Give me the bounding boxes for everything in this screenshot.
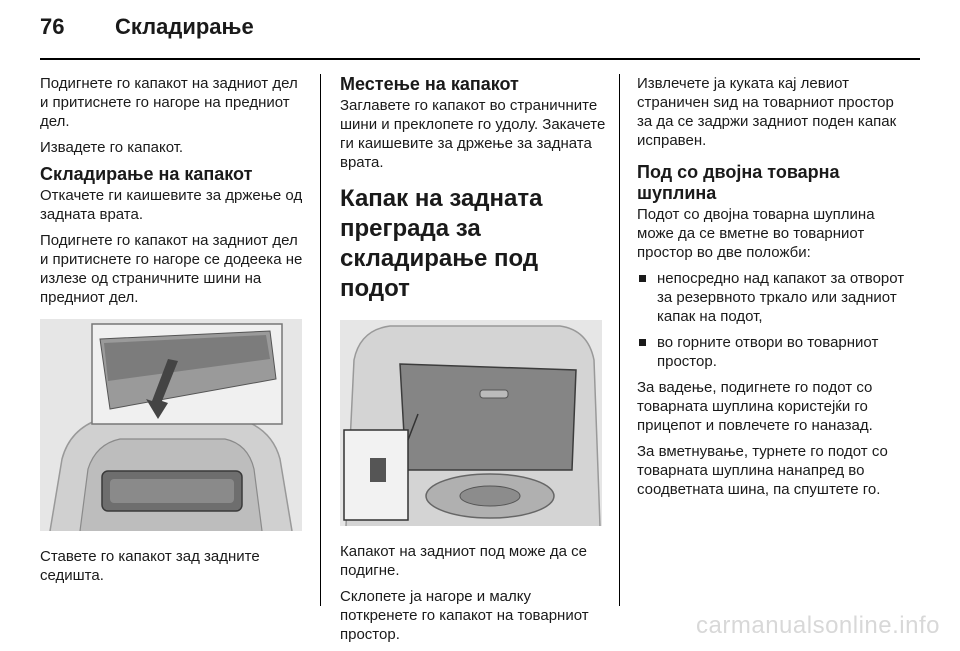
paragraph: За вадење, подигнете го подот со товарната шуплина користејќи го прицепот и повлечете го наназад. <box>637 379 873 434</box>
page-number: 76 <box>40 14 65 39</box>
paragraph: Склопете ја нагоре и малку поткренете го капакот на товарниот простор. <box>340 588 589 643</box>
page-header <box>40 14 920 48</box>
section-heading: Под со двојна товарна шуплина <box>637 162 840 203</box>
section-heading: Складирање на капакот <box>40 164 253 184</box>
list-item: во горните отвори во товарниот простор. <box>637 333 907 371</box>
column-2 <box>340 74 608 651</box>
paragraph: За вметнување, турнете го подот со товарната шуплина нанапред во соодветната шина, па спуштете го. <box>637 443 888 498</box>
header-rule <box>40 58 920 60</box>
cargo-cover-illustration <box>40 319 302 531</box>
paragraph: Ставете го капакот зад задните седишта. <box>40 548 260 584</box>
paragraph: Подигнете го капакот на задниот дел и притиснете го нагоре се додеека не излезе од страничните шини на предниот дел. <box>40 232 303 306</box>
paragraph: Извлечете ја куката кај левиот страничен ѕид на товарниот простор за да се задржи задниот поден капак исправен. <box>637 75 897 149</box>
paragraph: Капакот на задниот под може да се подигне. <box>340 543 587 579</box>
column-1 <box>40 74 308 592</box>
paragraph: Извадете го капакот. <box>40 139 184 156</box>
paragraph: Откачете ги каишевите за држење од задната врата. <box>40 187 303 223</box>
paragraph: Подот со двојна товарна шуплина може да се вметне во товарниот простор во две положби: <box>637 206 875 261</box>
load-floor-drawing <box>340 320 602 526</box>
main-heading: Капак на задната преграда за складирање под подот <box>340 185 543 302</box>
watermark: carmanualsonline.info <box>696 612 940 639</box>
paragraph: Подигнете го капакот на задниот дел и притиснете го нагоре на предниот дел. <box>40 75 298 130</box>
bullet-list <box>637 269 907 371</box>
column-3 <box>637 74 907 506</box>
column-divider-1 <box>320 74 321 606</box>
load-floor-illustration <box>340 320 602 526</box>
column-divider-2 <box>619 74 620 606</box>
bullet-icon <box>639 339 646 346</box>
section-heading: Местење на капакот <box>340 74 519 94</box>
paragraph: Заглавете го капакот во страничните шини и преклопете го удолу. Закачете ги каишевите за држење за задната врата. <box>340 97 606 171</box>
cargo-cover-drawing <box>40 319 302 531</box>
page-title: Складирање <box>115 14 254 39</box>
bullet-icon <box>639 275 646 282</box>
list-item: непосредно над капакот за отворот за резервното тркало или задниот капак на подот, <box>637 269 907 326</box>
